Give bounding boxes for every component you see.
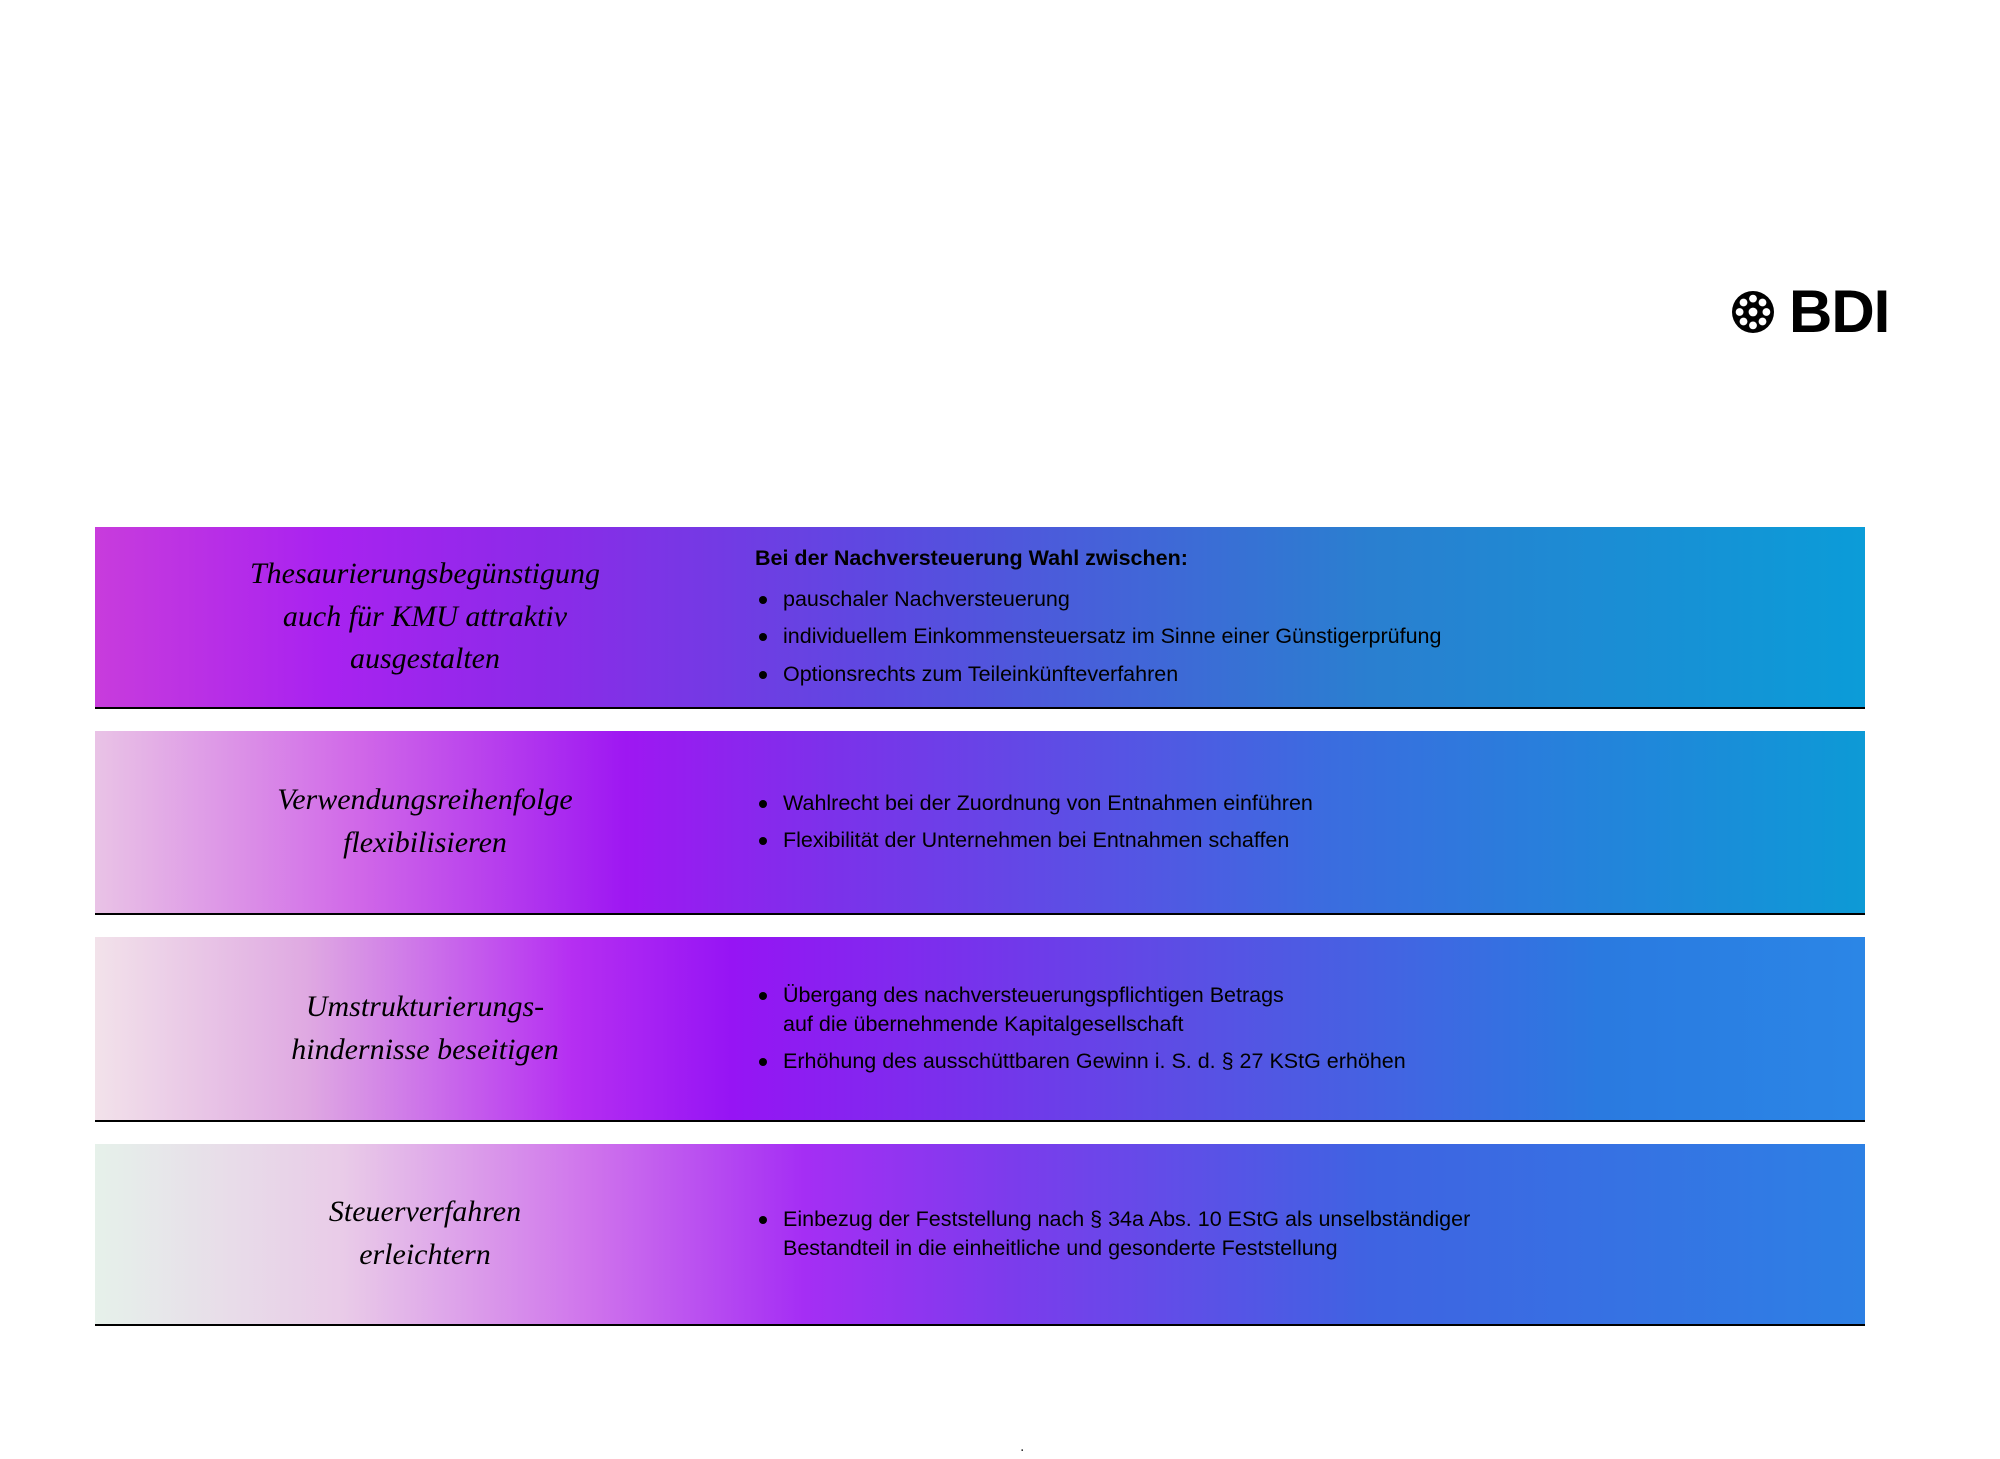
list-item — [755, 789, 1825, 818]
list-item — [755, 981, 1825, 1039]
bar-bullet-list-1 — [755, 585, 1825, 689]
bar-title-1 — [95, 553, 755, 681]
bullet-line: Wahlrecht bei der Zuordnung von Entnahmen einführen — [783, 790, 1313, 815]
bar-title-3 — [95, 986, 755, 1071]
bar-bullet-list-3 — [755, 981, 1825, 1077]
bar-body-1 — [755, 545, 1865, 689]
bar-row-4 — [95, 1144, 1865, 1326]
bar-title-line: Umstrukturierungs- — [305, 989, 545, 1023]
bullet-line: pauschaler Nachversteuerung — [783, 587, 1070, 612]
bullet-line: Bestandteil in die einheitliche und gesonderte Feststellung — [783, 1236, 1338, 1260]
list-item — [755, 585, 1825, 614]
bar-body-4 — [755, 1205, 1865, 1263]
bar-title-line: Thesaurierungsbegünstigung — [249, 557, 600, 591]
footer-marker: . — [1020, 1438, 1025, 1455]
bar-title-line: Steuerverfahren — [328, 1195, 522, 1229]
bar-title-line: ausgestalten — [350, 642, 500, 676]
bar-title-line: Verwendungsreihenfolge — [277, 783, 573, 817]
bar-title-4 — [95, 1191, 755, 1276]
bullet-line: auf die übernehmende Kapitalgesellschaft — [783, 1011, 1184, 1036]
bar-title-line: erleichtern — [359, 1238, 491, 1271]
bdi-wordmark: BDI — [1789, 278, 1890, 345]
bar-title-2 — [95, 779, 755, 864]
list-item — [755, 826, 1825, 855]
bullet-line: Einbezug der Feststellung nach § 34a Abs. 10 EStG als unselbständiger — [783, 1206, 1471, 1231]
bar-row-2 — [95, 731, 1865, 915]
bullet-line: Übergang des nachversteuerungspflichtigen Betrags — [783, 982, 1284, 1007]
bar-row-1 — [95, 527, 1865, 709]
bar-body-heading-1: Bei der Nachversteuerung Wahl zwischen: — [755, 546, 1188, 571]
bdi-flower-mark-icon — [1731, 290, 1775, 334]
bar-bullet-list-4 — [755, 1205, 1825, 1263]
bullet-line: individuellem Einkommensteuersatz im Sinne einer Günstigerprüfung — [783, 624, 1442, 649]
list-item — [755, 622, 1825, 651]
bar-bullet-list-2 — [755, 789, 1825, 855]
bullet-line: Erhöhung des ausschüttbaren Gewinn i. S. d. § 27 KStG erhöhen — [783, 1049, 1406, 1074]
bdi-logo — [1731, 278, 1890, 345]
bar-body-3 — [755, 981, 1865, 1077]
bar-title-line: flexibilisieren — [343, 826, 507, 859]
bar-title-line: hindernisse beseitigen — [291, 1032, 559, 1066]
recommendation-bars — [95, 527, 1865, 1326]
bar-body-2 — [755, 789, 1865, 855]
list-item — [755, 660, 1825, 689]
bar-row-3 — [95, 937, 1865, 1122]
bullet-line: Optionsrechts zum Teileinkünfteverfahren — [783, 661, 1179, 686]
bar-title-line: auch für KMU attraktiv — [282, 599, 568, 633]
list-item — [755, 1047, 1825, 1076]
list-item — [755, 1205, 1825, 1263]
bullet-line: Flexibilität der Unternehmen bei Entnahmen schaffen — [783, 828, 1290, 852]
